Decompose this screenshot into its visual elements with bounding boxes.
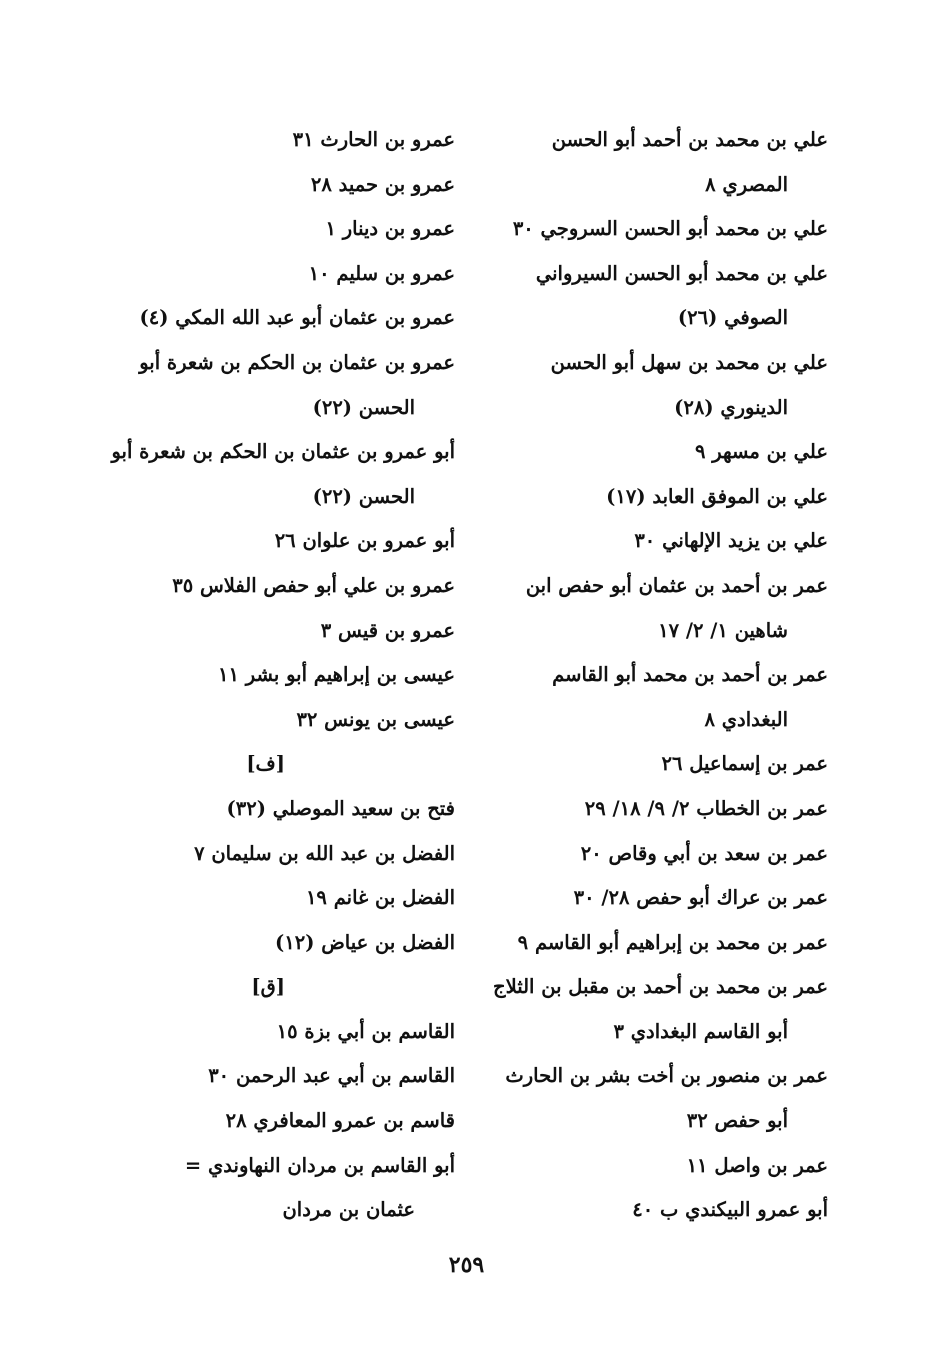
index-entry-continuation: أبو القاسم البغدادي ٣: [613, 1019, 788, 1043]
section-letter: [ف]: [246, 752, 285, 776]
index-entry: عمرو بن عثمان أبو عبد الله المكي (٤): [139, 306, 455, 330]
index-column-left: [80, 118, 455, 1233]
index-entry-continuation: البغدادي ٨: [704, 707, 788, 731]
index-entry-continuation: أبو حفص ٣٢: [686, 1109, 788, 1133]
index-entry: القاسم بن أبي عبد الرحمن ٣٠: [208, 1064, 455, 1088]
index-entry-continuation: المصري ٨: [705, 172, 788, 196]
index-entry: فتح بن سعيد الموصلي (٣٢): [226, 796, 455, 820]
index-entry-continuation: الصوفي (٢٦): [677, 306, 788, 330]
index-entry: علي بن محمد أبو الحسن السروجي ٣٠: [512, 217, 828, 241]
index-entry-continuation: الحسن (٢٢): [312, 484, 415, 508]
index-entry: أبو عمرو بن علوان ٢٦: [274, 529, 455, 553]
index-entry: عمرو بن حميد ٢٨: [310, 172, 455, 196]
index-entry: عمرو بن سليم ١٠: [308, 261, 455, 285]
index-entry: علي بن محمد أبو الحسن السيرواني: [535, 261, 828, 285]
index-entry: عيسى بن يونس ٣٢: [296, 707, 455, 731]
index-entry: الفضل بن غانم ١٩: [305, 886, 455, 910]
index-entry: الفضل بن عياض (١٢): [275, 930, 455, 954]
index-entry: عمر بن واصل ١١: [686, 1153, 828, 1177]
index-column-right: [473, 118, 828, 1233]
index-entry: عمر بن عراك أبو حفص ٢٨/ ٣٠: [573, 886, 828, 910]
index-entry: عمرو بن الحارث ٣١: [292, 128, 455, 151]
index-entry-continuation: الحسن (٢٢): [312, 395, 415, 419]
index-entry: علي بن يزيد الإلهاني ٣٠: [634, 529, 828, 553]
section-letter: [ق]: [251, 975, 285, 999]
index-entry: عمرو بن دينار ١: [325, 217, 455, 241]
index-entry: أبو عمرو البيكندي ب ٤٠: [632, 1198, 828, 1222]
page-number: ٢٥٩: [448, 1252, 485, 1278]
index-entry: عمرو بن علي أبو حفص الفلاس ٣٥: [172, 573, 455, 597]
index-entry: عمر بن سعد بن أبي وقاص ٢٠: [580, 841, 828, 865]
index-entry: علي بن الموفق العابد (١٧): [606, 484, 828, 508]
index-entry: علي بن مسهر ٩: [694, 440, 828, 464]
index-entry: قاسم بن عمرو المعافري ٢٨: [225, 1109, 455, 1133]
index-entry: علي بن محمد بن سهل أبو الحسن: [550, 350, 828, 374]
index-entry-continuation: شاهين ١/ ٢/ ١٧: [658, 618, 788, 642]
index-entry: عمر بن محمد بن أحمد بن مقبل بن الثلاج: [492, 975, 828, 999]
index-entry: عمر بن محمد بن إبراهيم أبو القاسم ٩: [517, 930, 828, 954]
index-entry: عمر بن الخطاب ٢/ ٩/ ١٨/ ٢٩: [584, 796, 828, 820]
index-entry: عيسى بن إبراهيم أبو بشر ١١: [217, 663, 455, 687]
index-entry: عمرو بن قيس ٣: [320, 618, 455, 642]
index-entry: عمر بن منصور بن أخت بشر بن الحارث: [505, 1064, 828, 1088]
index-entry: عمر بن أحمد بن محمد أبو القاسم: [552, 663, 828, 687]
index-entry-continuation: عثمان بن مردان: [282, 1198, 415, 1222]
index-entry: القاسم بن أبي بزة ١٥: [276, 1019, 455, 1043]
index-entry: عمر بن إسماعيل ٢٦: [661, 752, 828, 776]
index-entry: علي بن محمد بن أحمد أبو الحسن: [551, 128, 828, 151]
index-entry: أبو القاسم بن مردان النهاوندي =: [184, 1153, 455, 1177]
index-entry: عمر بن أحمد بن عثمان أبو حفص ابن: [525, 573, 828, 597]
index-entry: أبو عمرو بن عثمان بن الحكم بن شعرة أبو: [111, 440, 455, 464]
index-entry: الفضل بن عبد الله بن سليمان ٧: [194, 841, 455, 865]
index-entry: عمرو بن عثمان بن الحكم بن شعرة أبو: [139, 350, 455, 374]
index-entry-continuation: الدينوري (٢٨): [674, 395, 788, 419]
